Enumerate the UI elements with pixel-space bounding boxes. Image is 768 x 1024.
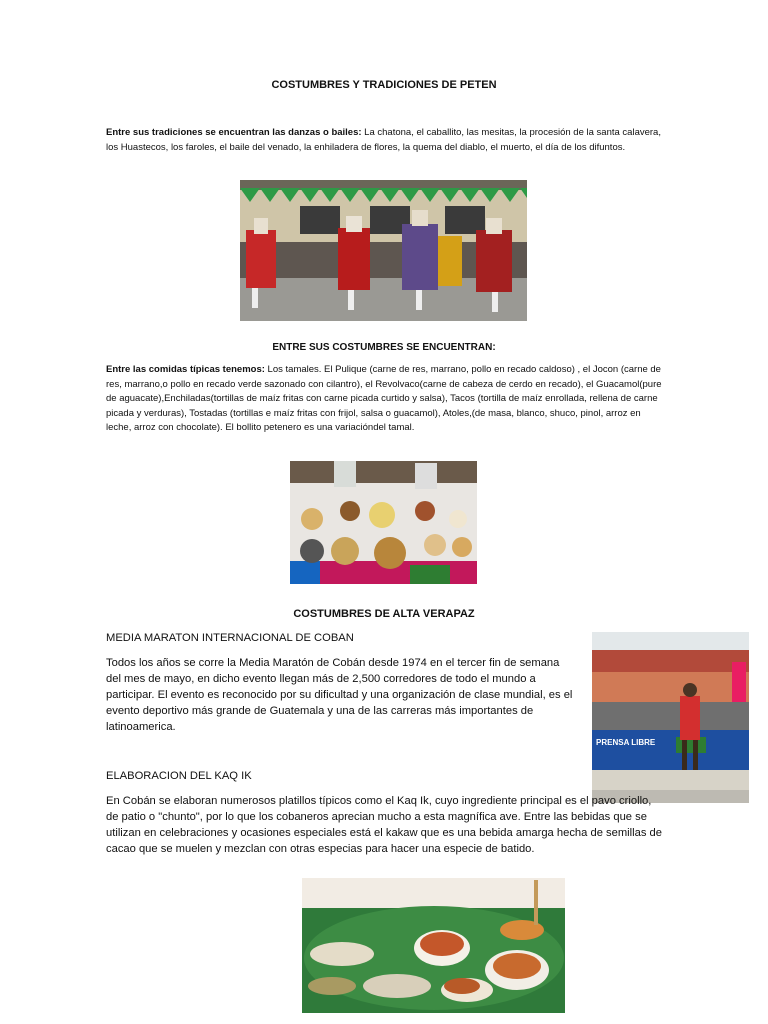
marathon-photo (592, 632, 749, 803)
marathon-paragraph: Todos los años se corre la Media Maratón de Cobán desde 1974 en el tercer fin de semana del mes de mayo, en dicho evento llegan más de 2,500 corredores de todo el mundo a participar. El evento es reconocido por su dificultad y una organización de clase mundial, es el evento deportivo más grande de Guatemala y una de las carreras más importantes de latinoamerica. (106, 657, 573, 733)
peten-foods-paragraph (106, 363, 662, 436)
marathon-heading: MEDIA MARATON INTERNACIONAL DE COBAN (106, 632, 354, 644)
peten-title: COSTUMBRES Y TRADICIONES DE PETEN (271, 79, 497, 91)
peten-dances-lead: Entre sus tradiciones se encuentran las danzas o bailes: (106, 127, 362, 138)
marathon-banner-text: PRENSA LIBRE (596, 738, 656, 747)
peten-foods-lead: Entre las comidas típicas tenemos: (106, 364, 265, 375)
peten-dances-text: La chatona, el caballito, las mesitas, la procesión de la santa calavera, los Huastecos, los faroles, el baile del venado, la enhiladera de flores, la quema del diablo, el muerto, el día de los difuntos. (106, 127, 661, 153)
alta-verapaz-title: COSTUMBRES DE ALTA VERAPAZ (293, 608, 475, 620)
peten-dances-paragraph (106, 126, 662, 155)
kaqik-photo (302, 878, 565, 1013)
kaqik-paragraph: En Cobán se elaboran numerosos platillos típicos como el Kaq Ik, cuyo ingrediente principal es el pavo criollo, de patio o "chunto", por lo que los cobaneros aprecian mucho a esta magnífica ave. Entre las bebidas que se utilizan en celebraciones y ocasiones especiales está el kakaw que es una bebida amarga hecha de semillas de cacao que se muelen y mezclan con otras especias para hacer una especie de batido. (106, 795, 662, 855)
kaqik-heading: ELABORACION DEL KAQ IK (106, 770, 252, 782)
food-table-photo (290, 461, 477, 584)
peten-foods-text: Los tamales. El Pulique (carne de res, marrano, pollo en recado caldoso) , el Jocon (carne de res, marrano,o pollo en recado verde sazonado con cilantro), el Revolvaco(carne de cabeza de cerdo en recado), el Guacamol(pure de aguacate),Enchiladas(tortillas de maíz fritas con carne picada curtido y salsa), Tacos (tortilla de maíz enrollada, rellena de carne picada y verduras), Tostadas (tortillas e maíz fritas con frijol, salsa o guacamol), Atoles,(de masa, blanco, shuco, pinol, arroz en leche, arroz con chocolate). El bollito petenero es una variacióndel tamal. (106, 364, 662, 434)
peten-customs-subtitle: ENTRE SUS COSTUMBRES SE ENCUENTRAN: (272, 342, 496, 353)
dance-photo (240, 180, 527, 321)
